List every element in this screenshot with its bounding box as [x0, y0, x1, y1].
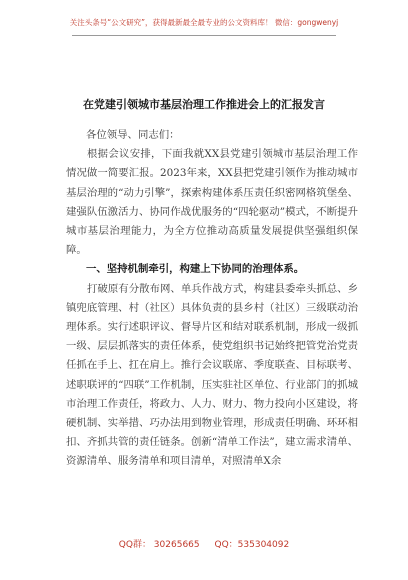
footer-qq-number: QQ：535304092	[214, 540, 290, 550]
header-promo-text: 关注头条号“公文研究”，获得最新最全最专业的公文资料库！ 微信：gongwenyj	[69, 18, 339, 27]
intro-paragraph: 根据会议安排，下面我就XX县党建引领城市基层治理工作情况做一简要汇报。2023年来，XX县把党建引领作为推动城市基层治理的“动力引擎”，探索构建体系压责任织密网格筑堡垒、建强队伍激活力、协同作战优服务的“四轮驱动”模式，不断提升城市基层治理能力，为全方位推动高质量发展提供坚强组织保障。	[66, 148, 358, 257]
section-paragraph-1: 打破原有分散布网、单兵作战方式，构建县委牵头抓总、乡镇兜底管理、村（社区）具体负责的县乡村（社区）三级联动治理体系。实行述职评议、督导片区和结对联系机制，形成一级抓一级、层层抓落实的责任体系，使党组织书记始终把管党治党责任抓在手上、扛在肩上。推行会议联席、季度联查、目标联考、述职联评的“四联”工作机制，压实驻社区单位、行业部门的抓城市治理工作责任，将政力、人力、财力、物力投向小区建设，将硬机制、实举措、巧办法用到物业管理，形成责任明确、环环相扣、齐抓共管的责任链条。创新“清单工作法”，建立需求清单、资源清单、服务清单和项目清单，对照清单X余	[66, 282, 358, 468]
salutation: 各位领导、同志们：	[86, 129, 180, 141]
document-body	[66, 126, 358, 472]
section-heading-1: 一、坚持机制牵引，构建上下协同的治理体系。	[86, 263, 305, 276]
footer-qq-group: QQ群： 30265665	[118, 540, 200, 550]
header-divider	[72, 35, 336, 36]
footer-contact	[0, 537, 408, 550]
document-title: 在党建引领城市基层治理工作推进会上的汇报发言	[83, 98, 325, 111]
